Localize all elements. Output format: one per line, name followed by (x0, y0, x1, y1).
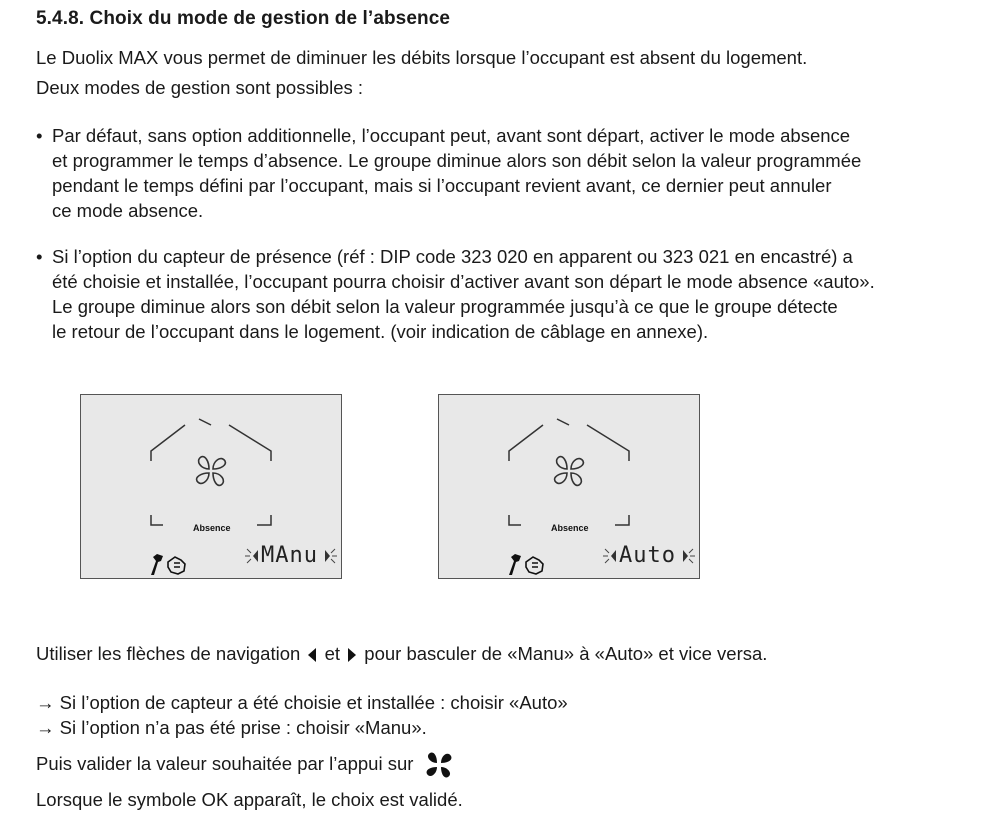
intro-line-2: Deux modes de gestion sont possibles : (36, 77, 364, 98)
validate-instruction (36, 751, 453, 778)
bullet-2-line-1: Si l’option du capteur de présence (réf : DIP code 323 020 en apparent ou 323 021 en encastré) a (52, 246, 853, 267)
wrench-icon (147, 553, 167, 577)
mode-value: Auto (619, 543, 676, 568)
bullet-2-line-3: Le groupe diminue alors son débit selon la valeur programmée jusqu’à ce que le groupe détecte (52, 296, 838, 317)
fan-icon (425, 752, 453, 778)
absence-label: Absence (193, 523, 231, 533)
right-arrow-icon (345, 647, 359, 663)
intro-line-1: Le Duolix MAX vous permet de diminuer les débits lorsque l’occupant est absent du logement. (36, 47, 808, 68)
bullet-1-line-2: et programmer le temps d’absence. Le groupe diminue alors son débit selon la valeur programmée (52, 150, 862, 171)
lcd-screen-manu (80, 394, 342, 579)
left-arrow-icon (305, 647, 319, 663)
bullet-1-line-4: ce mode absence. (52, 200, 204, 221)
arrow-line-auto: → Si l’option de capteur a été choisie et installée : choisir «Auto» (36, 692, 568, 713)
wrench-icon (505, 553, 525, 577)
section-heading: 5.4.8. Choix du mode de gestion de l’absence (36, 8, 451, 29)
navigation-instruction (36, 641, 767, 666)
lcd-screen-auto (438, 394, 700, 579)
ok-confirmation-text: Lorsque le symbole OK apparaît, le choix est validé. (36, 789, 463, 810)
fan-icon (551, 453, 587, 489)
mode-value: MAnu (261, 543, 318, 568)
bullet-dot: • (36, 246, 43, 267)
bullet-2-line-2: été choisie et installée, l’occupant pourra choisir d’activer avant son départ le mode absence «auto». (52, 271, 875, 292)
nav-text-part-2: et (324, 643, 340, 664)
bullet-2-line-4: le retour de l’occupant dans le logement. (voir indication de câblage en annexe). (52, 321, 709, 342)
absence-label: Absence (551, 523, 589, 533)
bullet-1-line-1: Par défaut, sans option additionnelle, l’occupant peut, avant sont départ, activer le mode absence (52, 125, 851, 146)
bullet-1-line-3: pendant le temps défini par l’occupant, mais si l’occupant revient avant, ce dernier peut annuler (52, 175, 832, 196)
bullet-dot: • (36, 125, 43, 146)
nav-text-part-3: pour basculer de «Manu» à «Auto» et vice versa. (364, 643, 768, 664)
arrow-line-manu: → Si l’option n’a pas été prise : choisir «Manu». (36, 717, 427, 738)
hand-icon (165, 554, 187, 576)
hand-icon (523, 554, 545, 576)
fan-icon (193, 453, 229, 489)
nav-text-part-1: Utiliser les flèches de navigation (36, 643, 301, 664)
validate-text: Puis valider la valeur souhaitée par l’appui sur (36, 753, 414, 774)
